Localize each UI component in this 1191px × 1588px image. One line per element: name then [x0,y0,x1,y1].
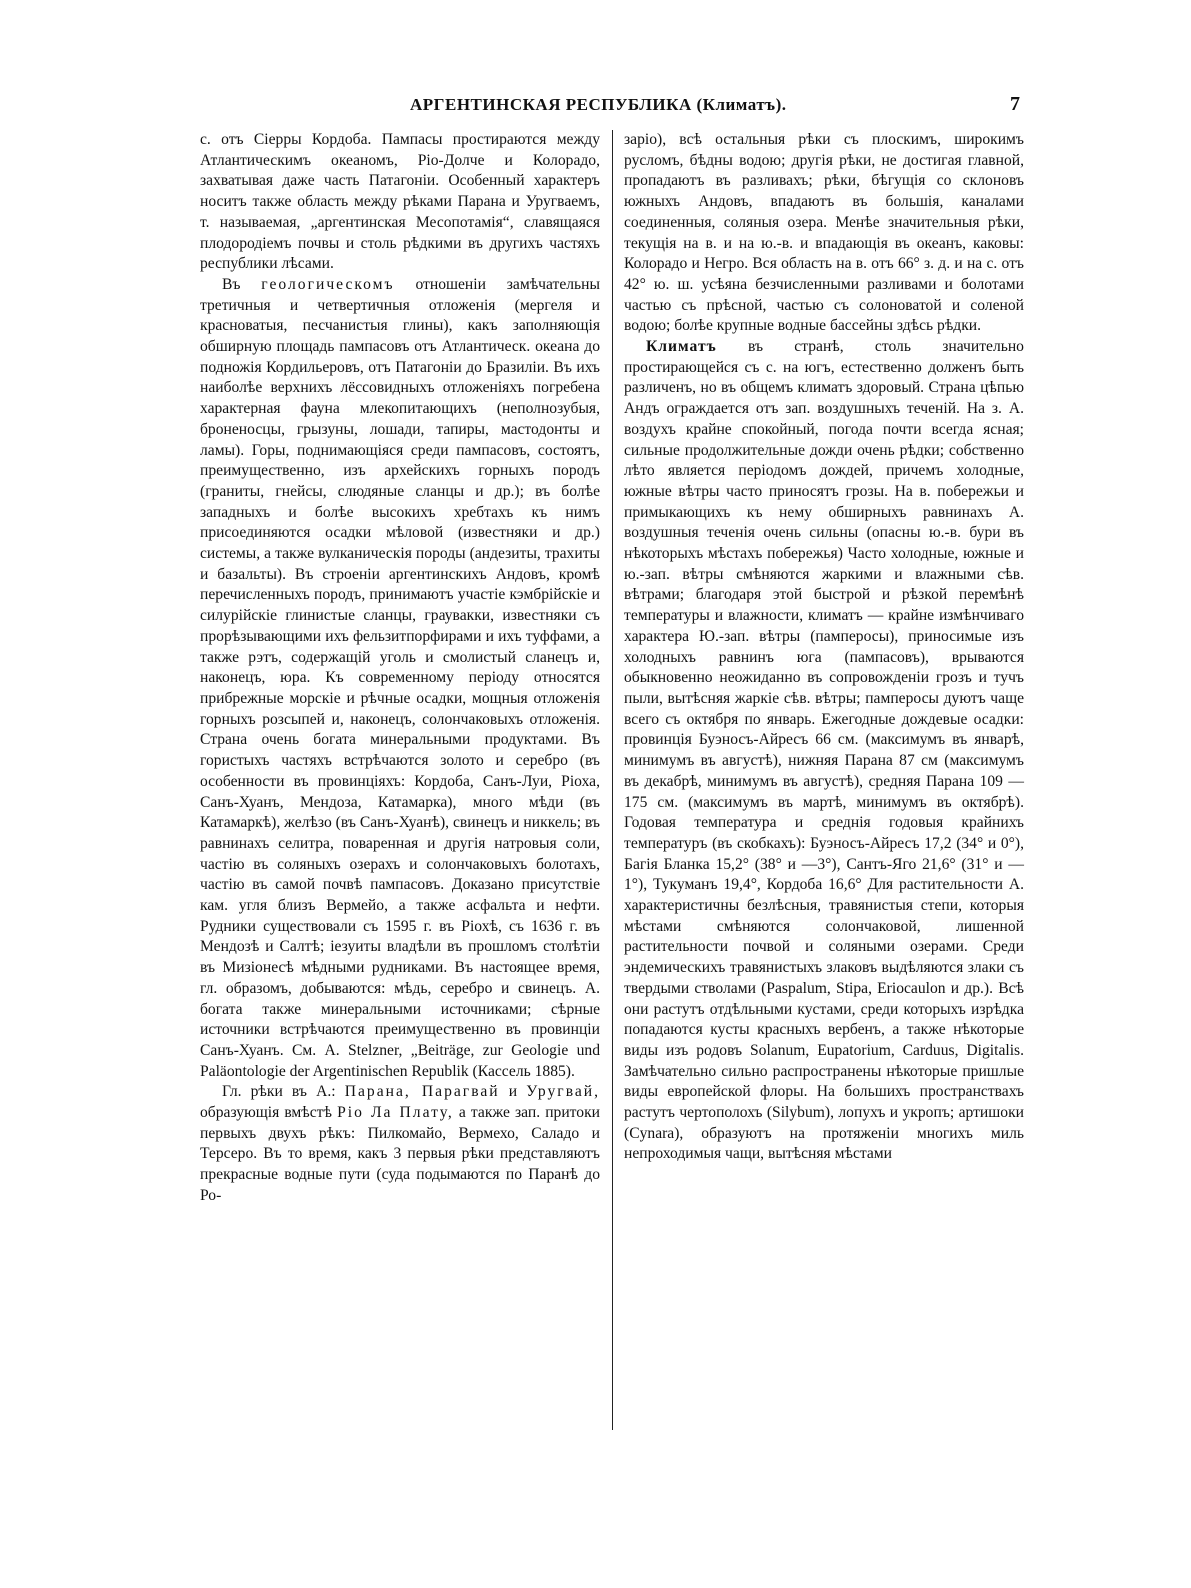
geology-keyword: геологическомъ [261,275,395,293]
rivers-text: а также зап. притоки первыхъ двухъ рѣкъ: Пилкомайо, Вермехо, Саладо и Терсеро. Въ то время, какъ 3 первыя рѣки представляютъ прекрасные водные пути (суда подымаются по Паранѣ до Ро- [200,1104,601,1204]
running-head-title: АРГЕНТИНСКАЯ РЕСПУБЛИКА (Климатъ). [410,95,787,114]
geology-text: отношеніи замѣчательны третичныя и четвертичныя отложенія (мергеля и красноватыя, песчанистыя глины), какъ заполняющія обширную площадь пампасовъ отъ Атлантическ. океана до подножія Кордильеровъ, отъ Патагоніи до Бразиліи. Въ ихъ наиболѣе верхнихъ лёссовидныхъ отложеніяхъ погребена характерная фауна млекопитающихъ (неполнозубыя, броненосцы, грызуны, лошади, тапиры, мастодонты и ламы). Горы, поднимающіяся среди пампасовъ, состоятъ, преимущественно, изъ архейскихъ горныхъ породъ (граниты, гнейсы, слюдяные сланцы и др.); въ болѣе западныхъ и болѣе высокихъ хребтахъ къ нимъ присоединяются осадки мѣловой (известняки и др.) системы, а также вулканическія породы (андезиты, трахиты и базальты). Въ строеніи аргентинскихъ Андовъ, кромѣ перечисленныхъ породъ, принимаютъ участіе кэмбрійскіе и силурійскіе глинистые сланцы, граувакки, известняки съ прорѣзывающими ихъ фельзитпорфирами и ихъ туффами, а также рэтъ, содержащій уголь и смолистый сланецъ и, наконецъ, юра. Къ современному періоду относятся прибрежные морскіе и рѣчные осадки, мощныя отложенія горныхъ розсыпей и, наконецъ, солончаковыхъ отложенія. Страна очень богата минеральными продуктами. Въ гористыхъ частяхъ встрѣчаются золото и серебро (въ особенности въ провинціяхъ: Кордоба, Санъ-Луи, Ріоха, Санъ-Хуанъ, Мендоза, Катамарка), много мѣди (въ Катамаркѣ), желѣзо (въ Санъ-Хуанѣ), свинецъ и никкель; въ равнинахъ селитра, поваренная и другія натровыя соли, частію въ соляныхъ озерахъ и солончаковыхъ болотахъ, частію въ самой почвѣ пампасовъ. Доказано присутствіе кам. угля близъ Вермейо, а также асфальта и нефти. Рудники существовали съ 1595 г. въ Ріохѣ, съ 1636 г. въ Мендозѣ и Салтѣ; іезуиты владѣли въ прошломъ столѣтіи въ Мизіонесѣ мѣдными рудниками. Въ настоящее время, гл. образомъ, добываются: мѣдь, серебро и свинецъ. А. богата также минеральными источниками; сѣрные источники встрѣчаются преимущественно въ провинціи Санъ-Хуанъ. См. A. Stelzner, „Beiträge, zur Geologie und Paläontologie der Argentinischen Republik (Кассель 1885). [200,275,600,1080]
rivers-intro: Гл. рѣки въ А.: [222,1083,336,1101]
climate-text: въ странѣ, столь значительно простирающейся съ с. на югъ, естественно долженъ быть различенъ, но въ общемъ климатъ здоровый. Страна цѣпью Андъ ограждается отъ зап. воздушныхъ теченій. На з. А. воздухъ крайне спокойный, погода почти всегда ясная; сильные продолжительные дожди очень рѣдки; собственно лѣто является періодомъ дождей, причемъ холодные, южные вѣтры часто приносятъ грозы. На в. побережьи и примыкающихъ къ нему обширныхъ равнинахъ А. воздушныя теченія очень сильны (опасны ю.-в. бури въ нѣкоторыхъ мѣстахъ побережья) Часто холодные, южные и ю.-зап. вѣтры смѣняются жаркими и влажными сѣв. вѣтрами; благодаря этой быстрой и рѣзкой перемѣнѣ температуры и влажности, климатъ — крайне измѣнчиваго характера Ю.-зап. вѣтры (памперосы), приносимые изъ холодныхъ равнинъ юга (пампасовъ), врываются обыкновенно неожиданно въ сопровожденіи грозъ и тучъ пыли, вытѣсняя жаркіе сѣв. вѣтры; памперосы дуютъ чаще всего съ октября по январь. Ежегодные дождевые осадки: провинція Буэносъ-Айресъ 66 см. (максимумъ въ январѣ, минимумъ въ августѣ), нижняя Парана 87 см (максимумъ въ декабрѣ, минимумъ въ августѣ), средняя Парана 109 — 175 см. (максимумъ въ мартѣ, минимумъ въ октябрѣ). Годовая температура и среднія годовыя крайнихъ температуръ (въ скобкахъ): Буэносъ-Айресъ 17,2 (34° и 0°), Багія Бланка 15,2° (38° и —3°), Сантъ-Яго 21,6° (31° и —1°), Тукуманъ 19,4°, Кордоба 16,6° Для растительности А. характеристичны безлѣсныя, травянистыя степи, которыя мѣстами смѣняются солончаковой, лишенной растительности почвой и соляными озерами. Среди эндемическихъ травянистыхъ злаковъ выдѣляются злаки съ твердыми стволами (Paspalum, Stipa, Eriocaulon и др.). Всѣ они растутъ отдѣльными кустами, среди которыхъ изрѣдка попадаются кусты красныхъ вербенъ, а также нѣкоторые виды изъ родовъ Solanum, Eupatorium, Carduus, Digitalis. Замѣчательно сильно распространены нѣкоторые пришлые виды европейской флоры. На большихъ пространствахъ растутъ чертополохъ (Silybum), лопухъ и укропъ; артишоки (Cynara), образуютъ на протяженіи многихъ миль непроходимыя чащи, вытѣсняя мѣстами [624,338,1024,1163]
paragraph-pampas: с. отъ Сіерры Кордоба. Пампасы простираются между Атлантическимъ океаномъ, Ріо-Долче и Колорадо, захватывая даже часть Патагоніи. Особенный характеръ носитъ также область между рѣками Парана и Уругваемъ, т. называемая, „аргентинская Месопотамія“, славящаяся плодородіемъ почвы и столь рѣдкими въ другихъ частяхъ республики лѣсами. [200,131,600,273]
paragraph-rivers-continued: заріо), всѣ остальныя рѣки съ плоскимъ, широкимъ русломъ, бѣдны водою; другія рѣки, не достигая главной, пропадаютъ въ разливахъ; рѣки, бѣгущія со склоновъ южныхъ Андовъ, впадаютъ въ большія, каналами соединенныя, соляныя озера. Менѣе значительныя рѣки, текущія на в. и на ю.-в. и впадающія въ океанъ, каковы: Колорадо и Негро. Вся область на в. отъ 66° з. д. и на с. отъ 42° ю. ш. усѣяна безчисленными разливами и болотами частью съ прѣсной, частью съ солоноватой и соленой водою; болѣе крупные водные бассейны здѣсь рѣдки. [624,131,1024,335]
paragraph-rivers [200,1082,600,1206]
river-names-3: Ріо Ла Плату, [337,1104,454,1122]
river-names-2: Уругвай, [526,1083,601,1101]
right-column [624,130,1024,1165]
rivers-conj: и [508,1083,518,1101]
rivers-mid: образующія вмѣстѣ [200,1104,332,1122]
running-header [200,95,1020,121]
climate-keyword: Климатъ [646,338,717,356]
geology-intro: Въ [222,275,241,293]
paragraph-climate [624,337,1024,1165]
column-divider [612,130,613,1430]
left-column [200,130,600,1207]
river-names-1: Парана, Парагвай [344,1083,500,1101]
page-number: 7 [1010,93,1020,115]
paragraph-geology [200,275,600,1082]
